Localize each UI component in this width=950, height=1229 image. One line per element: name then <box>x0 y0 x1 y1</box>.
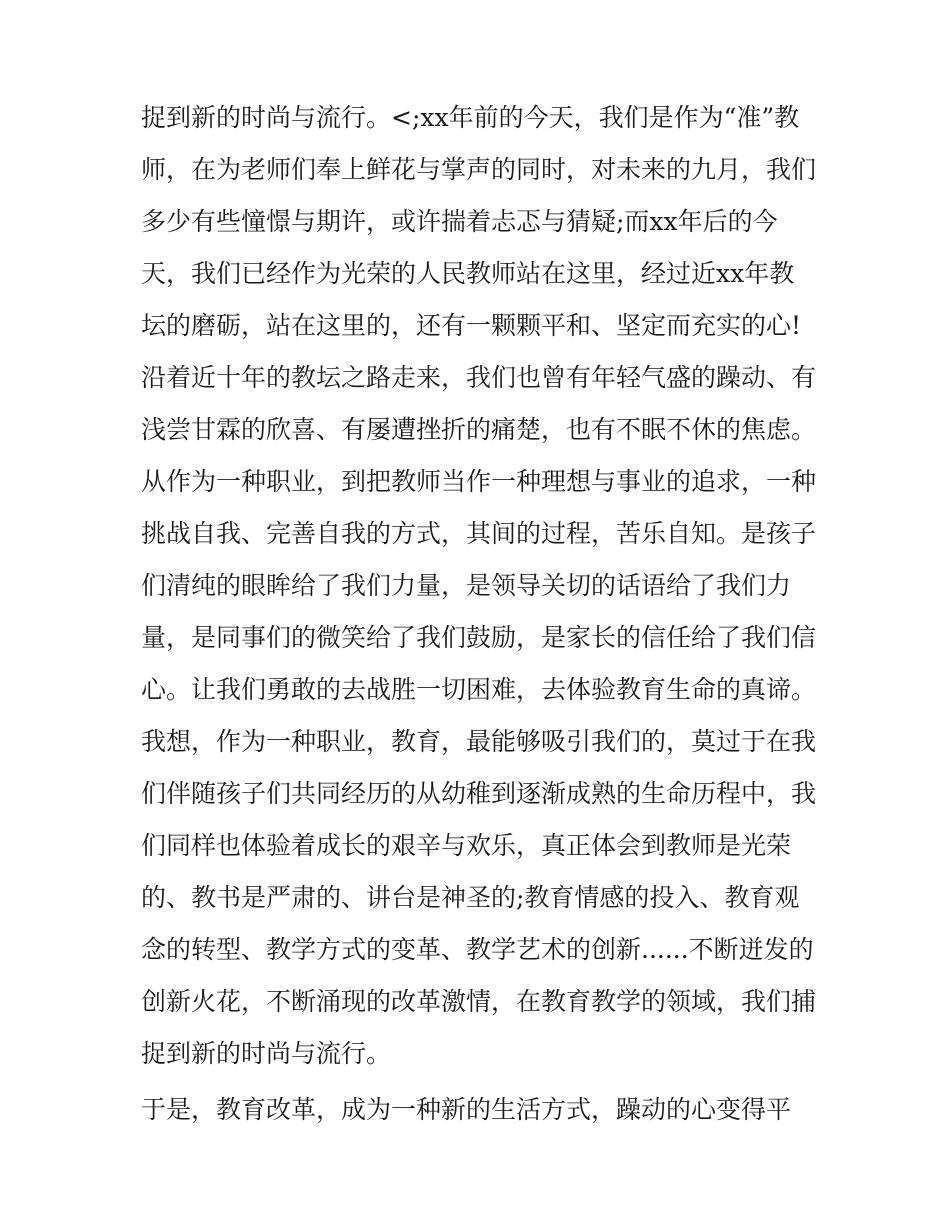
text-line: 天，我们已经作为光荣的人民教师站在这里，经过近xx年教 <box>141 259 795 288</box>
text-line: 量，是同事们的微笑给了我们鼓励，是家长的信任给了我们信 <box>141 623 817 652</box>
text-line: 心。让我们勇敢的去战胜一切困难，去体验教育生命的真谛。 <box>141 675 817 704</box>
text-line: 坛的磨砺，站在这里的，还有一颗颗平和、坚定而充实的心! <box>141 311 802 340</box>
body-text <box>141 102 831 1146</box>
text-line: 挑战自我、完善自我的方式，其间的过程，苦乐自知。是孩子 <box>141 519 817 548</box>
text-line: 多少有些憧憬与期许，或许揣着忐忑与猜疑;而xx年后的今 <box>141 207 778 236</box>
text-line: 于是，教育改革，成为一种新的生活方式，躁动的心变得平 <box>141 1095 792 1124</box>
text-line: 从作为一种职业，到把教师当作一种理想与事业的追求，一种 <box>141 467 817 496</box>
text-line: 沿着近十年的教坛之路走来，我们也曾有年轻气盛的躁动、有 <box>141 363 817 392</box>
text-line: 捉到新的时尚与流行。<;xx年前的今天，我们是作为“准”教 <box>141 103 800 132</box>
text-line: 创新火花，不断涌现的改革激情，在教育教学的领域，我们捕 <box>141 987 817 1016</box>
text-line: 们伴随孩子们共同经历的从幼稚到逐渐成熟的生命历程中，我 <box>141 779 817 808</box>
text-line: 浅尝甘霖的欣喜、有屡遭挫折的痛楚，也有不眠不休的焦虑。 <box>141 415 817 444</box>
text-line: 我想，作为一种职业，教育，最能够吸引我们的，莫过于在我 <box>141 727 817 756</box>
text-line: 们清纯的眼眸给了我们力量，是领导关切的话语给了我们力 <box>141 571 792 600</box>
text-line: 念的转型、教学方式的变革、教学艺术的创新......不断迸发的 <box>141 935 814 964</box>
text-line: 的、教书是严肃的、讲台是神圣的;教育情感的投入、教育观 <box>141 883 800 912</box>
text-line: 捉到新的时尚与流行。 <box>141 1039 392 1068</box>
text-line: 师，在为老师们奉上鲜花与掌声的同时，对未来的九月，我们 <box>141 155 817 184</box>
text-line: 们同样也体验着成长的艰辛与欢乐，真正体会到教师是光荣 <box>141 831 792 860</box>
